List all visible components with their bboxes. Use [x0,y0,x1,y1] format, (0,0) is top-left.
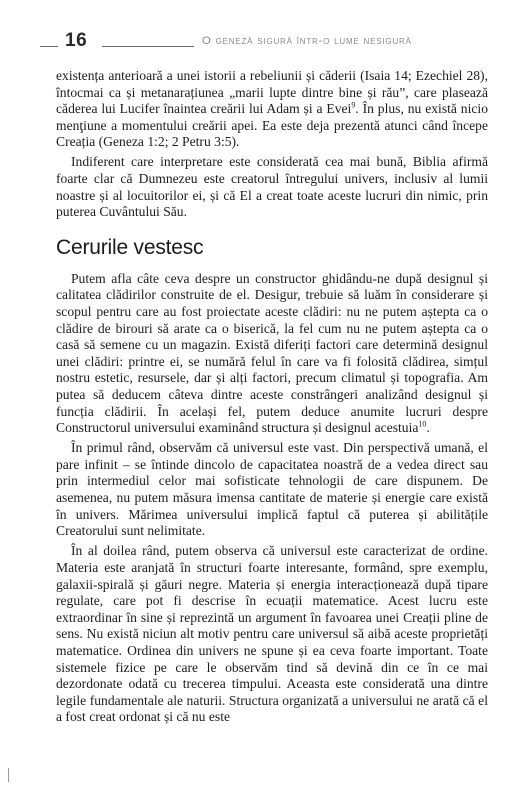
paragraph-text: . [426,420,430,436]
footnote-marker: 10 [418,419,427,429]
paragraph-text: . În plus, nu există nicio menţiune a momentului creării apei. Ea este deja prezentă atunci când începe Creația (Geneza 1:2; 2 Petru 3:5). [56,101,488,150]
header-rule [102,46,194,47]
body-paragraph: Indiferent care interpretare este considerată cea mai bună, Biblia afirmă foarte clar că Dumnezeu este creatorul întregului univers, inclusiv al lumii noastre și al locuitorilor ei, și că El a creat toate aceste lucruri din nimic, prin puterea Cuvântului Său. [56,154,488,220]
section-heading: Cerurile vestesc [56,235,204,259]
paragraph-text: Putem afla câte ceva despre un constructor ghidându-ne după designul și calitatea clădirilor construite de el. Desigur, trebuie să luăm în considerare și scopul pentru care au fost proiectate aceste clădiri: nu ne putem aștepta ca o clădire de birouri să arate ca o biserică, la fel cum nu ne putem aștepta ca o casă să semene cu un magazin. Există diferiți factori care determină designul unei clădiri: printre ei, se numără felul în care va fi folosită clădirea, simțul nostru estetic, resursele, dar și alți factori, precum climatul și topografia. Am putea să deducem câteva dintre aceste constrângeri analizând designul și funcția clădirii. În același fel, putem deduce anumite lucruri despre Constructorul universului examinând structura și designul acestuia [56,270,488,436]
body-paragraph: În al doilea rând, putem observa că universul este caracterizat de ordine. Materia este aranjată în structuri foarte interesante, formând, spre exemplu, galaxii-spirală și găuri negre. Materia și energia interacționează după tipare regulate, care pot fi descrise în ecuații matematice. Acest lucru este extraordinar în sine și reprezintă un argument în favoarea unei Creații pline de sens. Nu există niciun alt motiv pentru care universul să aibă aceste proprietăți matematice. Ordinea din univers ne spune și ea ceva foarte important. Toate sistemele fizice pe care le observăm tind să devină din ce în ce mai dezordonate odată cu trecerea timpului. Aceasta este considerată una dintre legile fundamentale ale naturii. Structura organizată a universului ne arată că el a fost creat ordonat și că nu este [56,543,488,725]
paragraph-text: existența anterioară a unei istorii a rebeliunii și căderii (Isaia 14; Ezechiel 28), întocmai ca și metanarațiunea „marii lupte dintre bine și rău”, care plasează căderea lui Lucifer înaintea creării lui Adam și a Evei [56,68,488,117]
page-body [56,68,488,726]
header-rule-left [40,46,58,47]
body-paragraph: În primul rând, observăm că universul este vast. Din perspectivă umană, el pare infinit – se întinde dincolo de capacitatea noastră de a vedea direct sau prin intermediul celor mai sofisticate tehnologii de care dispunem. De asemenea, nu putem măsura imensa cantitate de materie și energie care există în univers. Mărimea universului implică faptul că puterea și abilitățile Creatorului sunt nelimitate. [56,440,488,539]
body-paragraph [56,271,488,437]
margin-mark [8,768,9,782]
running-head: O geneză sigură într-o lume nesigură [202,35,412,47]
page-number: 16 [65,30,88,51]
footnote-marker: 9 [351,100,356,110]
body-paragraph [56,68,488,151]
page-header [40,30,490,54]
